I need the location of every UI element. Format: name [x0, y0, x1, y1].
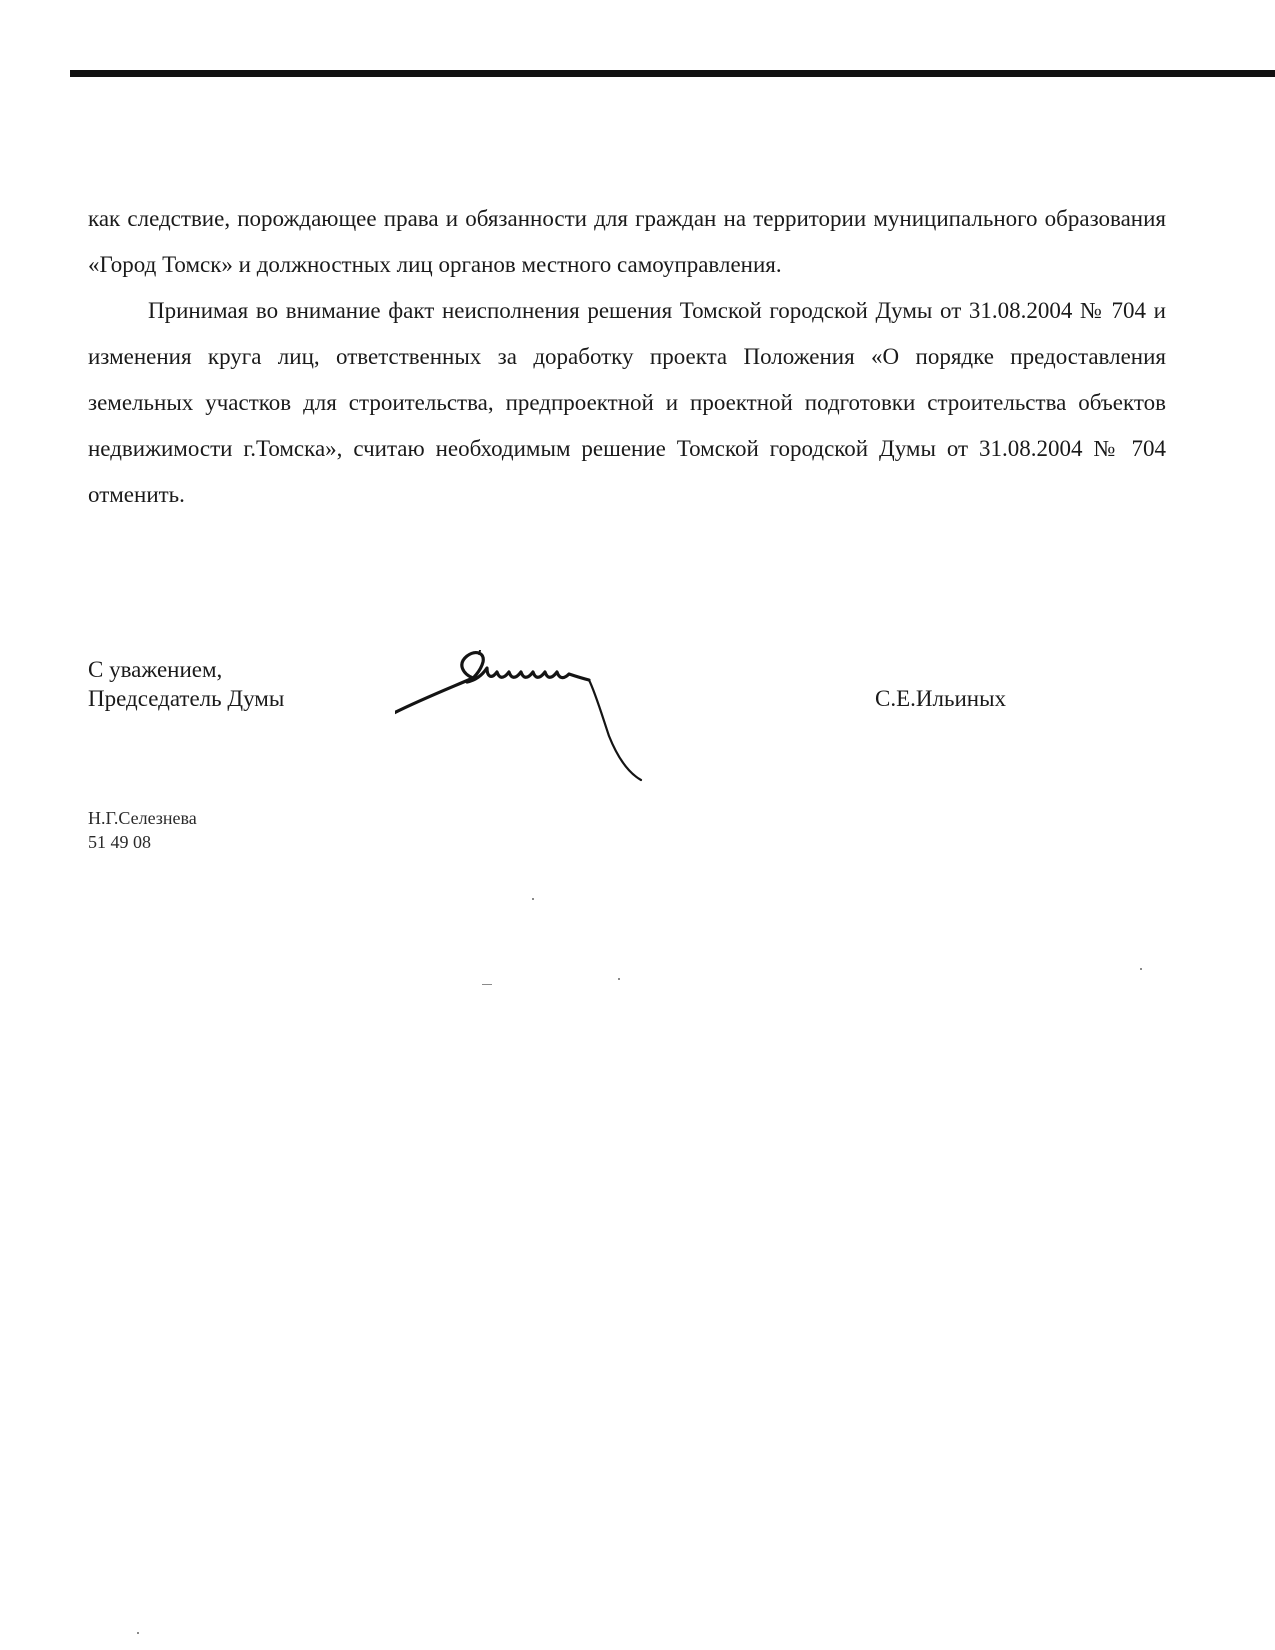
scan-speck [1140, 968, 1142, 970]
signer-name: С.Е.Ильиных [875, 686, 1007, 711]
executor-block [88, 806, 197, 854]
signer-position: Председатель Думы [88, 686, 285, 711]
letter-body [88, 196, 1166, 518]
scan-speck [532, 898, 534, 900]
scan-speck [137, 1632, 139, 1634]
salutation: С уважением, [88, 657, 223, 682]
scan-speck [618, 978, 620, 980]
handwritten-signature [395, 650, 685, 830]
paragraph-decision: Принимая во внимание факт неисполнения решения Томской городской Думы от 31.08.2004 № 704 и изменения круга лиц, ответственных за доработку проекта Положения «О порядке предоставления земельных участков для строительства, предпроектной и проектной подготовки строительства объектов недвижимости г.Томска», считаю необходимым решение Томской городской Думы от 31.08.2004 № 704 отменить. [88, 298, 1166, 507]
paragraph-continuation: как следствие, порождающее права и обязанности для граждан на территории муниципального образования «Город Томск» и должностных лиц органов местного самоуправления. [88, 206, 1166, 277]
closing-block [88, 655, 284, 713]
executor-name: Н.Г.Селезнева [88, 808, 197, 828]
header-rule [70, 70, 1275, 77]
scan-speck [482, 984, 492, 985]
executor-phone: 51 49 08 [88, 832, 151, 852]
